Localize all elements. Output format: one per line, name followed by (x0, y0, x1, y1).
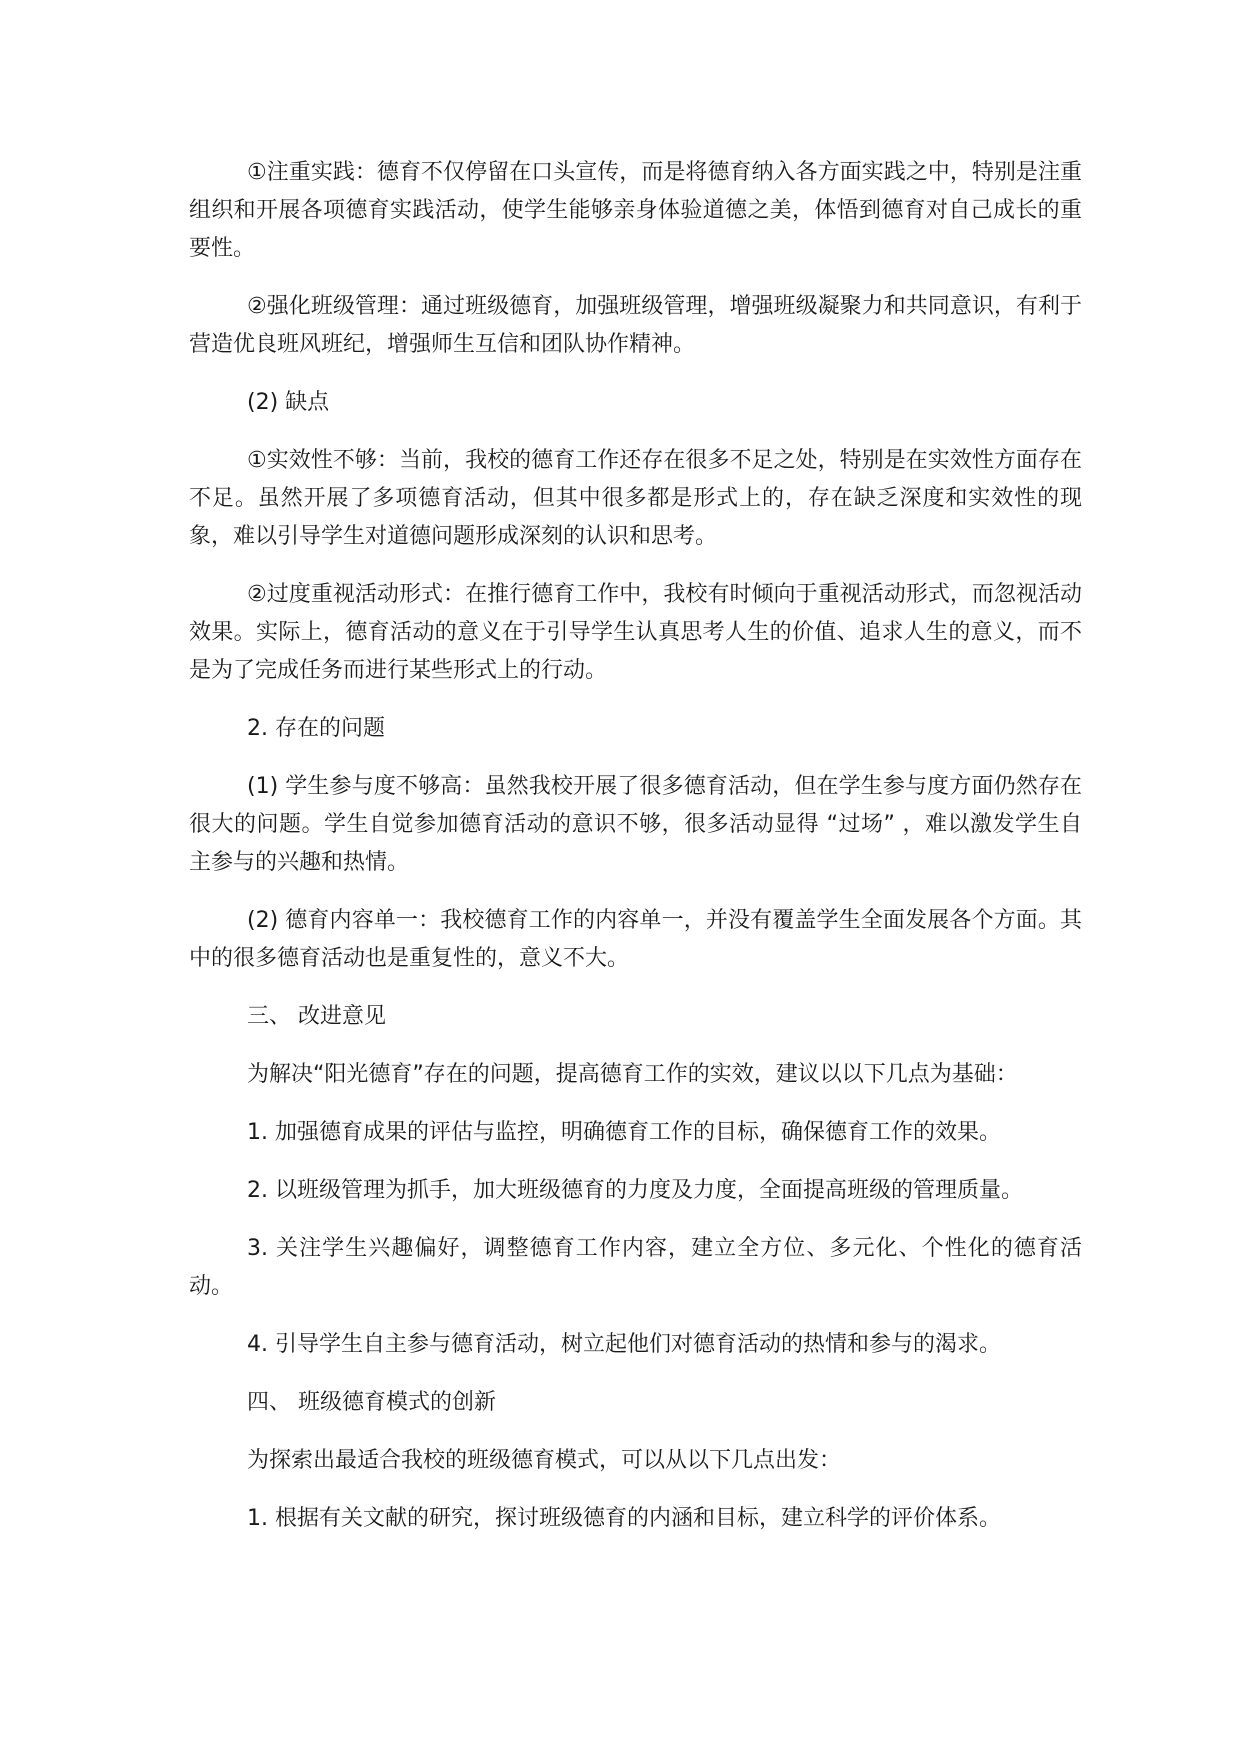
paragraph-improvement-intro: 为解决“阳光德育”存在的问题，提高德育工作的实效，建议以以下几点为基础： (247, 1062, 1018, 1087)
list-item-improvement-2: 2. 以班级管理为抓手，加大班级德育的力度及力度，全面提高班级的管理质量。 (247, 1178, 1023, 1203)
paragraph-class-management: ②强化班级管理：通过班级德育，加强班级管理，增强班级凝聚力和共同意识，有利于营造优良班风班纪，增强师生互信和团队协作精神。 (189, 294, 1082, 357)
heading-innovation: 四、 班级德育模式的创新 (247, 1390, 496, 1415)
list-item-improvement-3: 3. 关注学生兴趣偏好，调整德育工作内容，建立全方位、多元化、个性化的德育活动。 (189, 1236, 1082, 1299)
heading-shortcomings: (2) 缺点 (247, 390, 330, 415)
document-body (189, 154, 1082, 1558)
heading-improvement: 三、 改进意见 (247, 1004, 386, 1029)
paragraph-participation: (1) 学生参与度不够高：虽然我校开展了很多德育活动，但在学生参与度方面仍然存在很大的问题。学生自觉参加德育活动的意识不够，很多活动显得 “过场” ，难以激发学生自主参与的兴趣和热情。 (189, 774, 1082, 875)
heading-existing-problems: 2. 存在的问题 (247, 716, 385, 741)
paragraph-practice: ①注重实践：德育不仅停留在口头宣传，而是将德育纳入各方面实践之中，特别是注重组织和开展各项德育实践活动，使学生能够亲身体验道德之美，体悟到德育对自己成长的重要性。 (189, 160, 1082, 261)
list-item-innovation-1: 1. 根据有关文献的研究，探讨班级德育的内涵和目标，建立科学的评价体系。 (247, 1506, 1001, 1531)
paragraph-single-content: (2) 德育内容单一：我校德育工作的内容单一，并没有覆盖学生全面发展各个方面。其中的很多德育活动也是重复性的，意义不大。 (189, 908, 1082, 971)
list-item-improvement-4: 4. 引导学生自主参与德育活动，树立起他们对德育活动的热情和参与的渴求。 (247, 1332, 1001, 1357)
paragraph-effectiveness: ①实效性不够：当前，我校的德育工作还存在很多不足之处，特别是在实效性方面存在不足。虽然开展了多项德育活动，但其中很多都是形式上的，存在缺乏深度和实效性的现象，难以引导学生对道德问题形成深刻的认识和思考。 (189, 448, 1082, 549)
paragraph-innovation-intro: 为探索出最适合我校的班级德育模式，可以从以下几点出发： (247, 1448, 842, 1473)
list-item-improvement-1: 1. 加强德育成果的评估与监控，明确德育工作的目标，确保德育工作的效果。 (247, 1120, 1001, 1145)
paragraph-activity-form: ②过度重视活动形式：在推行德育工作中，我校有时倾向于重视活动形式，而忽视活动效果。实际上，德育活动的意义在于引导学生认真思考人生的价值、追求人生的意义，而不是为了完成任务而进行某些形式上的行动。 (189, 582, 1082, 683)
